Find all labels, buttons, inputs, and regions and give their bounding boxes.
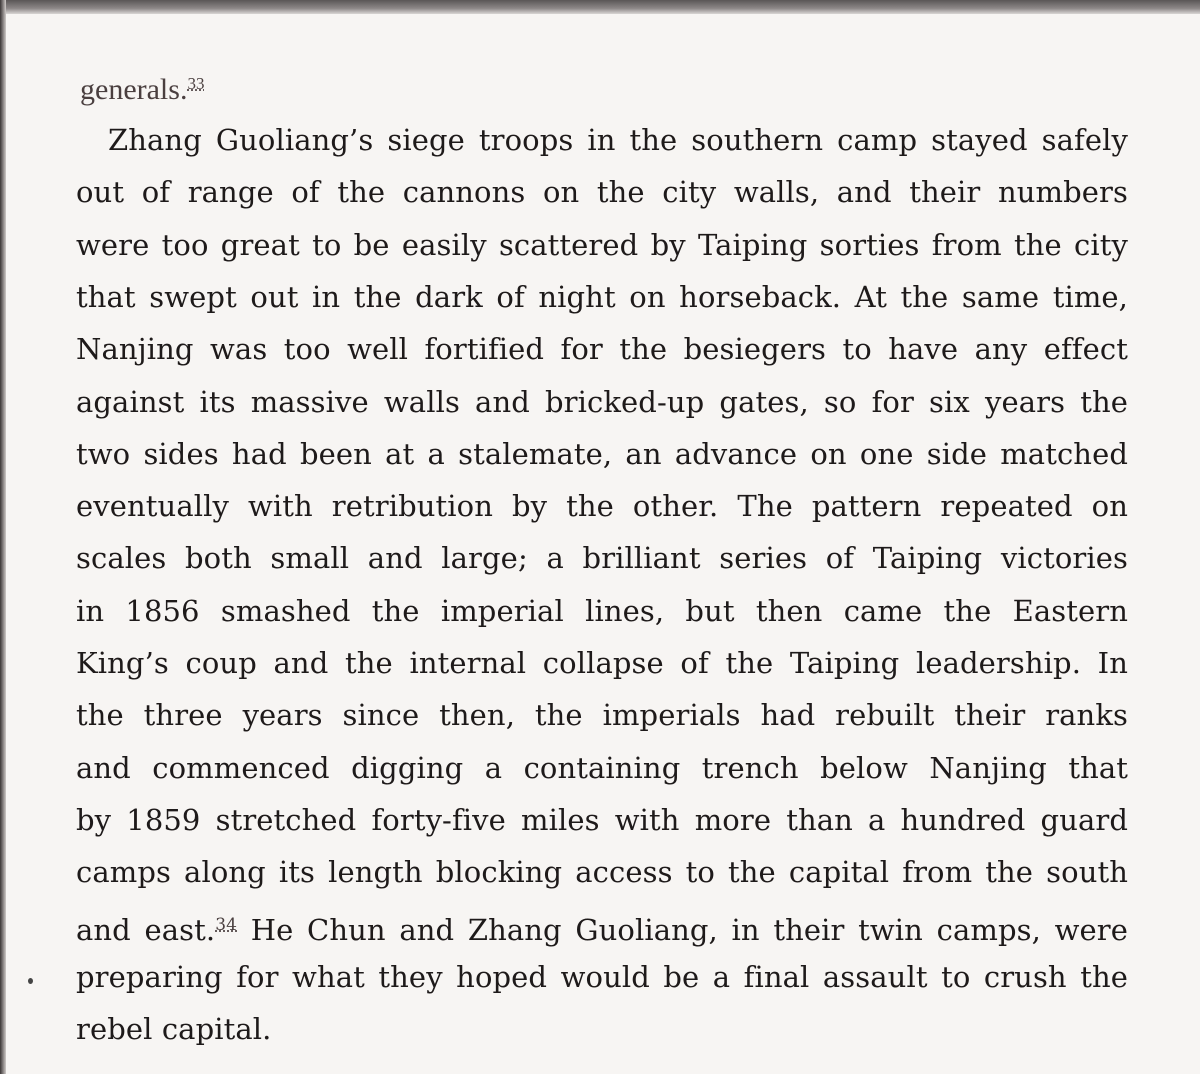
line-text: He Chun and Zhang Guoliang, in their twin camps, were xyxy=(237,912,1128,947)
paragraph-line: were too great to be easily scattered by Taiping sorties from the city xyxy=(76,227,1128,262)
speck xyxy=(28,978,33,984)
paragraph-line: rebel capital. xyxy=(76,1012,272,1047)
paragraph-line: by 1859 stretched forty-five miles with more than a hundred guard xyxy=(76,802,1128,837)
paragraph-line: that swept out in the dark of night on horseback. At the same time, xyxy=(76,279,1128,314)
screen-bezel-top xyxy=(0,0,1200,14)
opening-line xyxy=(80,64,204,110)
footnote-link-34[interactable]: 34 xyxy=(215,914,238,935)
paragraph-line: camps along its length blocking access to the capital from the south xyxy=(76,855,1128,890)
paragraph-line: the three years since then, the imperials had rebuilt their ranks xyxy=(76,698,1128,733)
paragraph-line: Nanjing was too well fortified for the besiegers to have any effect xyxy=(76,332,1128,367)
paragraph-line: against its massive walls and bricked-up gates, so for six years the xyxy=(76,384,1128,419)
paragraph-line: scales both small and large; a brilliant series of Taiping victories xyxy=(76,541,1128,576)
paragraph-line: eventually with retribution by the other. The pattern repeated on xyxy=(76,489,1128,524)
line-text: and east. xyxy=(76,912,216,947)
paragraph-line: and commenced digging a containing trench below Nanjing that xyxy=(76,750,1128,785)
opening-text: generals. xyxy=(80,73,188,106)
paragraph-line: King’s coup and the internal collapse of the Taiping leadership. In xyxy=(76,646,1128,680)
screen-bezel-left xyxy=(0,0,6,1074)
footnote-link-33[interactable]: 33 xyxy=(187,74,205,93)
paragraph-line: two sides had been at a stalemate, an advance on one side matched xyxy=(76,436,1128,471)
paragraph-line: in 1856 smashed the imperial lines, but then came the Eastern xyxy=(76,593,1128,628)
paragraph-line-footnote xyxy=(76,905,1128,950)
paragraph-line: Zhang Guoliang’s siege troops in the southern camp stayed safely xyxy=(108,123,1128,157)
paragraph-line: preparing for what they hoped would be a final assault to crush the xyxy=(76,959,1128,994)
paragraph-line: out of range of the cannons on the city walls, and their numbers xyxy=(76,175,1128,210)
